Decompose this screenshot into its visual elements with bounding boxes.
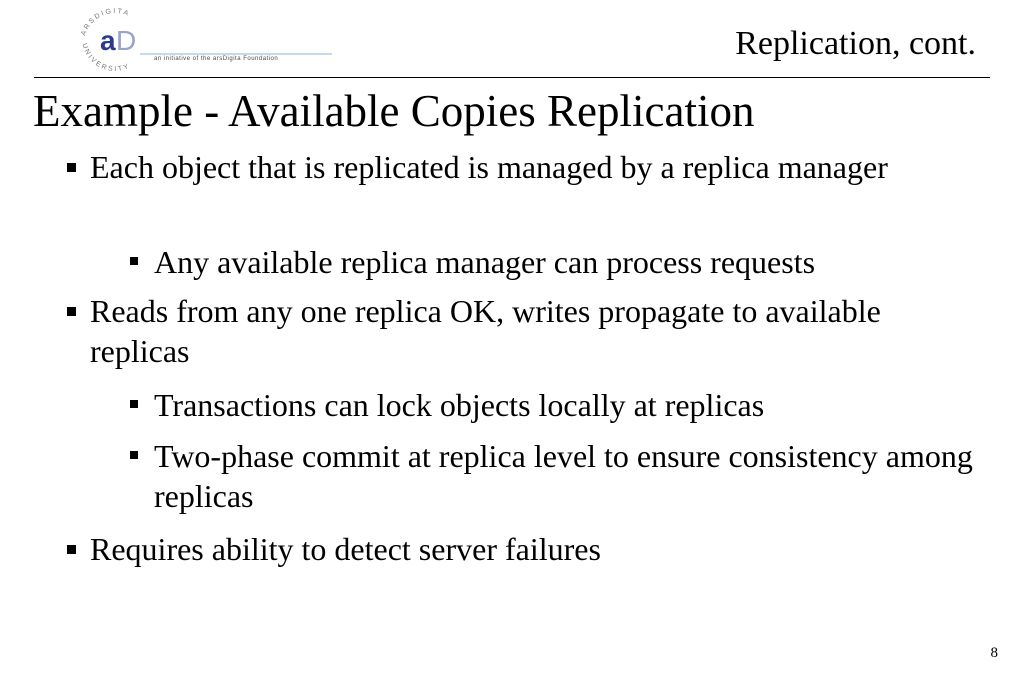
bullet-square-icon — [67, 163, 76, 172]
logo-ring-bottom-text: UNIVERSITY — [80, 42, 132, 72]
bullet-item — [90, 529, 970, 569]
slide-title: Example - Available Copies Replication — [33, 86, 755, 136]
bullet-square-icon — [130, 400, 138, 408]
bullet-square-icon — [67, 307, 76, 316]
bullet-item — [90, 291, 970, 371]
logo-letter-a: a — [100, 25, 116, 56]
logo-mark — [80, 8, 340, 72]
bullet-square-icon — [67, 545, 76, 554]
bullet-square-icon — [130, 257, 138, 265]
logo-letter-d: D — [116, 25, 137, 56]
header-title: Replication, cont. — [735, 25, 976, 62]
bullet-item — [90, 147, 970, 187]
bullet-square-icon — [130, 451, 138, 459]
sub-bullet-item — [154, 242, 974, 282]
sub-bullet-item — [154, 385, 974, 425]
bullet-text: Two-phase commit at replica level to ensure consistency among replicas — [154, 438, 973, 514]
bullet-text: Transactions can lock objects locally at replicas — [154, 387, 765, 423]
header-divider — [34, 77, 990, 78]
arsdigita-university-logo — [80, 8, 340, 72]
bullet-text: Requires ability to detect server failures — [90, 531, 601, 567]
sub-bullet-item — [154, 436, 974, 516]
page-number: 8 — [990, 645, 998, 661]
bullet-text: Reads from any one replica OK, writes propagate to available replicas — [90, 293, 881, 369]
bullet-text: Any available replica manager can process requests — [154, 244, 816, 280]
bullet-text: Each object that is replicated is managed by a replica manager — [90, 149, 888, 185]
logo-tagline: an initiative of the arsDigita Foundation — [154, 56, 279, 62]
logo-ring-top-text: ARSDIGITA — [80, 8, 131, 37]
